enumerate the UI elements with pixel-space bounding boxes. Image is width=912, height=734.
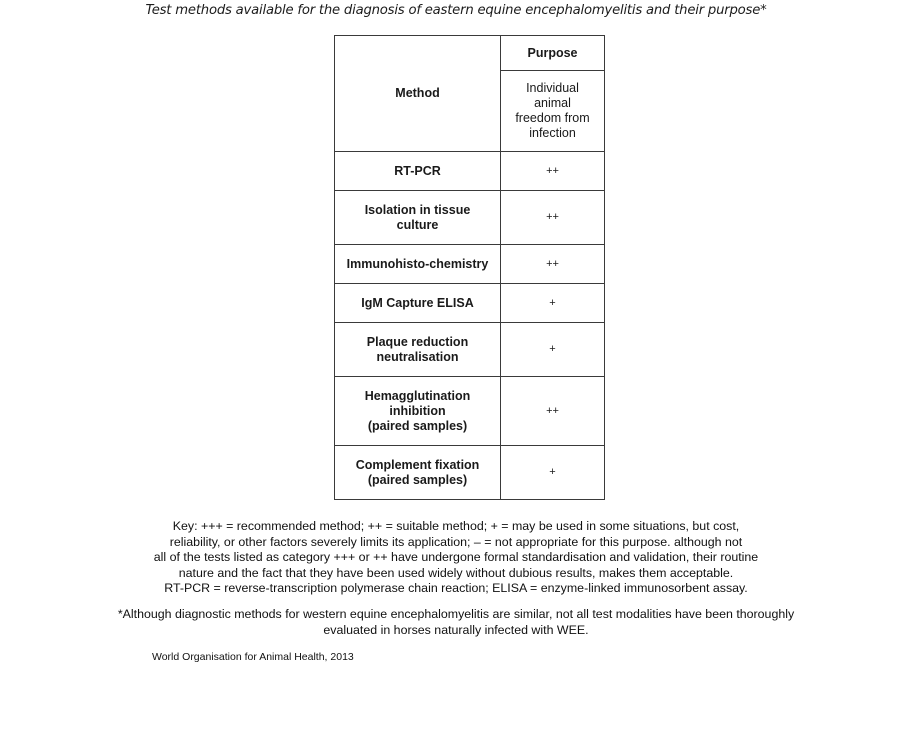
purpose-value-cell: + xyxy=(501,284,605,323)
key-line: nature and the fact that they have been used widely without dubious results, makes them acceptable. xyxy=(178,565,734,580)
footnote xyxy=(0,607,912,638)
table-row xyxy=(335,323,605,377)
table-key xyxy=(0,519,912,597)
method-line: neutralisation xyxy=(376,349,459,364)
purpose-subheader-line: infection xyxy=(529,126,576,140)
source-citation: World Organisation for Animal Health, 2013 xyxy=(152,651,354,663)
method-line: IgM Capture ELISA xyxy=(361,295,474,310)
purpose-value-cell: ++ xyxy=(501,152,605,191)
key-line: all of the tests listed as category +++ or ++ have undergone formal standardisation and validation, their routine xyxy=(153,550,759,564)
method-line: (paired samples) xyxy=(367,418,468,433)
table-row xyxy=(335,284,605,323)
purpose-value-cell: ++ xyxy=(501,377,605,446)
method-column-header: Method xyxy=(335,36,501,152)
method-line: Hemagglutination xyxy=(364,388,471,403)
table-row xyxy=(335,446,605,500)
table-row xyxy=(335,191,605,245)
method-line: Plaque reduction xyxy=(366,334,469,349)
purpose-value-cell: + xyxy=(501,446,605,500)
method-line: Isolation in tissue xyxy=(364,202,471,217)
method-line: culture xyxy=(396,217,439,232)
key-line: RT-PCR = reverse-transcription polymerase chain reaction; ELISA = enzyme-linked immunosorbent assay. xyxy=(164,581,748,595)
purpose-subheader-line: animal xyxy=(534,96,571,110)
method-line: RT-PCR xyxy=(394,163,441,178)
key-line: reliability, or other factors severely limits its application; – = not appropriate for this purpose. although not xyxy=(169,534,743,549)
table-header-row xyxy=(335,36,605,71)
method-line: Complement fixation xyxy=(355,457,480,472)
purpose-subheader xyxy=(501,71,605,152)
method-line: Immunohisto-chemistry xyxy=(346,256,489,271)
method-cell xyxy=(335,284,501,323)
table-row xyxy=(335,377,605,446)
method-cell xyxy=(335,152,501,191)
purpose-column-header: Purpose xyxy=(501,36,605,71)
purpose-value-cell: ++ xyxy=(501,191,605,245)
method-cell xyxy=(335,191,501,245)
method-cell xyxy=(335,446,501,500)
method-line: inhibition xyxy=(389,403,446,418)
footnote-line: evaluated in horses naturally infected with WEE. xyxy=(323,622,589,637)
purpose-value-cell: + xyxy=(501,323,605,377)
footnote-line: *Although diagnostic methods for western equine encephalomyelitis are similar, not all test modalities have been thoroughly xyxy=(117,607,795,621)
table-row xyxy=(335,152,605,191)
method-line: (paired samples) xyxy=(367,472,468,487)
purpose-subheader-line: Individual xyxy=(526,81,579,95)
table-row xyxy=(335,245,605,284)
method-cell xyxy=(335,245,501,284)
method-cell xyxy=(335,323,501,377)
test-methods-table xyxy=(334,35,605,500)
key-line: Key: +++ = recommended method; ++ = suitable method; + = may be used in some situations, but cost, xyxy=(172,519,740,533)
method-cell xyxy=(335,377,501,446)
document-title: Test methods available for the diagnosis of eastern equine encephalomyelitis and their purpose* xyxy=(145,3,767,18)
purpose-value-cell: ++ xyxy=(501,245,605,284)
purpose-subheader-line: freedom from xyxy=(515,111,590,125)
